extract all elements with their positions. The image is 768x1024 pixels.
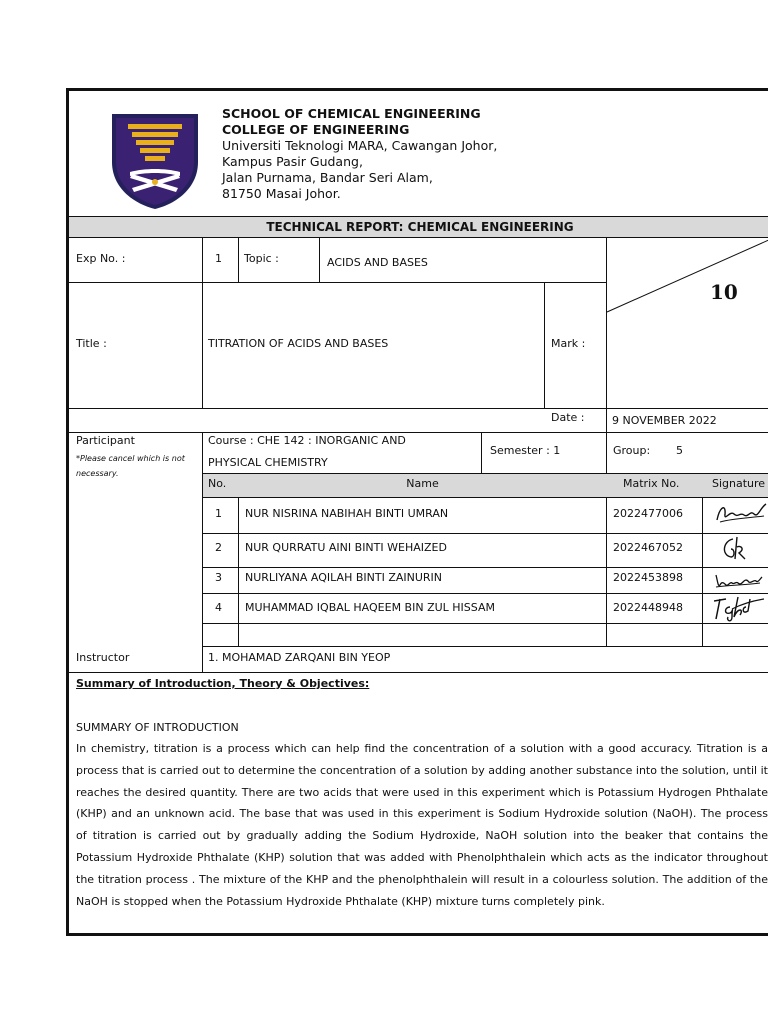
- school-name: SCHOOL OF CHEMICAL ENGINEERING: [222, 106, 481, 121]
- participant-label: Participant: [76, 434, 135, 447]
- mark-label: Mark :: [551, 337, 586, 350]
- participant-note: *Please cancel which is not necessary.: [76, 454, 185, 478]
- report-form: [66, 88, 768, 936]
- date-label: Date :: [551, 411, 585, 424]
- summary-heading: Summary of Introduction, Theory & Objectives:: [76, 677, 370, 690]
- row-matrix: 2022477006: [613, 507, 683, 520]
- address-line: Jalan Purnama, Bandar Seri Alam,: [222, 170, 433, 185]
- signature-1: [714, 500, 768, 526]
- row-no: 4: [215, 601, 222, 614]
- summary-line: the titration process . The mixture of the KHP and the phenolphthalein will result in a colourless solution. The addition of the: [76, 872, 768, 886]
- row-name: NUR QURRATU AINI BINTI WEHAIZED: [245, 541, 447, 554]
- signature-3: [714, 569, 764, 591]
- signature-4: [714, 595, 766, 623]
- date-value: 9 NOVEMBER 2022: [612, 414, 717, 427]
- title-value: TITRATION OF ACIDS AND BASES: [208, 337, 389, 350]
- address-line: Universiti Teknologi MARA, Cawangan Johor,: [222, 138, 498, 153]
- row-matrix: 2022467052: [613, 541, 683, 554]
- summary-paragraph: [76, 738, 768, 912]
- summary-line: In chemistry, titration is a process which can help find the concentration of a solution with a good accuracy. Titration is a: [76, 742, 768, 755]
- topic-label: Topic :: [244, 252, 279, 265]
- signature-2: [719, 535, 749, 563]
- summary-subheading: SUMMARY OF INTRODUCTION: [76, 721, 239, 734]
- row-name: NUR NISRINA NABIHAH BINTI UMRAN: [245, 507, 449, 520]
- instructor-value: 1. MOHAMAD ZARQANI BIN YEOP: [208, 651, 391, 664]
- exp-label: Exp No. :: [76, 252, 126, 265]
- course-label: Course : CHE 142 : INORGANIC AND: [208, 434, 406, 447]
- col-name-header: Name: [406, 477, 439, 490]
- mark-value: 10: [710, 280, 738, 304]
- col-no-header: No.: [208, 477, 227, 490]
- row-no: 2: [215, 541, 222, 554]
- row-no: 1: [215, 507, 222, 520]
- group-value: 5: [676, 444, 683, 457]
- summary-line: NaOH is stopped when the Potassium Hydroxide Phthalate (KHP) mixture turns completely pink.: [76, 894, 605, 908]
- report-title: TECHNICAL REPORT: CHEMICAL ENGINEERING: [266, 220, 574, 234]
- summary-line: process that is carried out to determine the concentration of a solution by adding another substance into the solution, until it: [76, 763, 768, 777]
- mark-diagonal: [606, 238, 768, 314]
- instructor-label: Instructor: [76, 651, 130, 664]
- summary-line: of titration is carried out by gradually adding the Sodium Hydroxide, NaOH solution into the beaker that contains the: [76, 829, 768, 843]
- row-name: MUHAMMAD IQBAL HAQEEM BIN ZUL HISSAM: [245, 601, 495, 614]
- row-matrix: 2022448948: [613, 601, 683, 614]
- course-label-2: PHYSICAL CHEMISTRY: [208, 456, 328, 469]
- row-matrix: 2022453898: [613, 571, 683, 584]
- address-line: Kampus Pasir Gudang,: [222, 154, 363, 169]
- summary-line: Potassium Hydroxide Phthalate (KHP) solution that was added with Phenolphthalein which acts as the indicator throughout: [76, 850, 768, 864]
- row-no: 3: [215, 571, 222, 584]
- summary-line: (KHP) and an unknown acid. The base that was used in this experiment is Sodium Hydroxide solution (NaOH). The process: [76, 807, 768, 821]
- summary-line: reaches the desired quantity. There are two acids that were used in this experiment which is Potassium Hydrogen Phthalate: [76, 785, 768, 799]
- semester: Semester : 1: [490, 444, 561, 457]
- col-matrix-header: Matrix No.: [623, 477, 680, 490]
- exp-value: 1: [215, 252, 222, 265]
- college-name: COLLEGE OF ENGINEERING: [222, 122, 410, 137]
- col-signature-header: Signature: [712, 477, 766, 490]
- group-label: Group:: [613, 444, 651, 457]
- topic-value: ACIDS AND BASES: [327, 256, 428, 269]
- uitm-logo: [110, 110, 200, 210]
- address-line: 81750 Masai Johor.: [222, 186, 341, 201]
- title-label: Title :: [76, 337, 107, 350]
- row-name: NURLIYANA AQILAH BINTI ZAINURIN: [245, 571, 443, 584]
